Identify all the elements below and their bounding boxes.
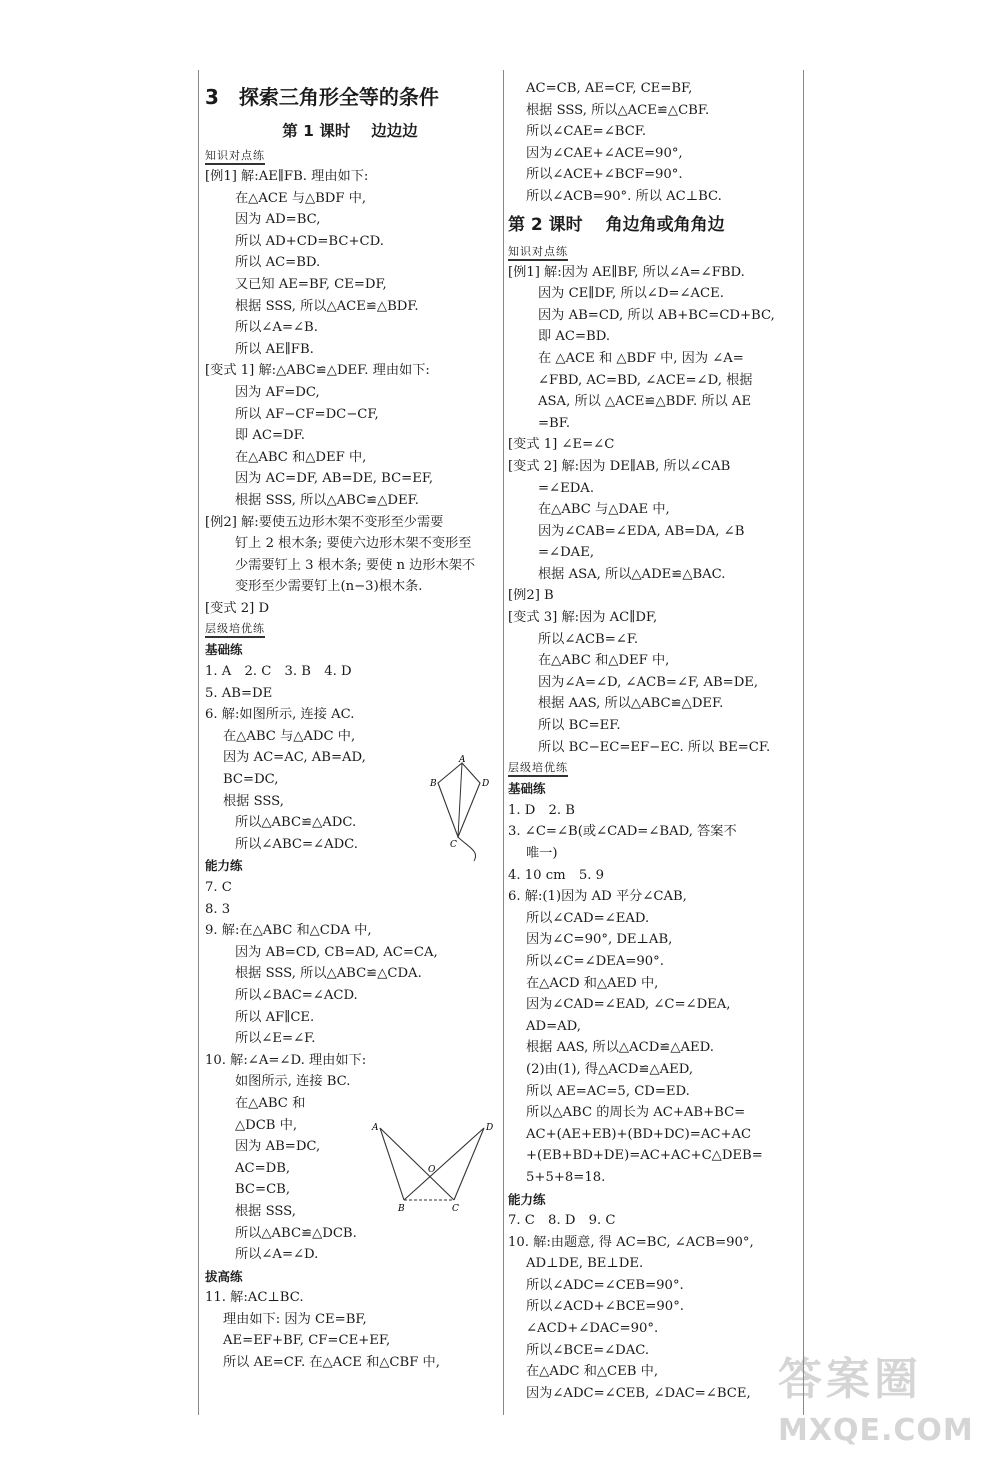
answer-line: 所以∠BAC=∠ACD.	[235, 987, 358, 1003]
answer-line: 在△ABC 和△DEF 中,	[538, 653, 670, 669]
ability-practice-heading: 能力练	[205, 858, 243, 874]
answer-line: 所以∠CAD=∠EAD.	[526, 910, 650, 926]
answer-line: 所以 AE∥FB.	[235, 341, 314, 357]
level-practice-label: 层级培优练	[205, 622, 265, 638]
answer-line: 1. D 2. B	[508, 802, 575, 818]
bowtie-figure	[368, 1118, 496, 1214]
basic-practice-heading: 基础练	[205, 642, 243, 658]
answer-line: 9. 解:在△ABC 和△CDA 中,	[205, 923, 372, 939]
answer-line: 因为 AC=DF, AB=DE, BC=EF,	[235, 471, 434, 487]
answer-line: △DCB 中,	[235, 1117, 298, 1133]
answer-line: 根据 SSS, 所以△ACE≌△CBF.	[526, 102, 710, 118]
answer-line: 根据 AAS, 所以△ACD≌△AED.	[526, 1040, 714, 1056]
answer-line: 所以 AC=BD.	[235, 255, 321, 271]
answer-line: 在△ACD 和△AED 中,	[526, 975, 659, 991]
answer-line: 3. ∠C=∠B(或∠CAD=∠BAD, 答案不	[508, 824, 737, 840]
bowtie-label-b: B	[398, 1204, 405, 1214]
answer-line: ASA, 所以 △ACE≌△BDF. 所以 AE	[538, 394, 752, 410]
answer-line: AD⊥DE, BE⊥DE.	[526, 1256, 644, 1272]
answer-line: (2)由(1), 得△ACD≌△AED,	[526, 1061, 694, 1077]
answer-line: 根据 SSS,	[223, 793, 284, 809]
answer-line: BC=CB,	[235, 1182, 291, 1198]
answer-line: 根据 SSS, 所以△ABC≌△CDA.	[235, 966, 422, 982]
answer-line: 1. A 2. C 3. B 4. D	[205, 664, 352, 680]
answer-line: 5+5+8=18.	[526, 1169, 606, 1185]
answer-line: 4. 10 cm 5. 9	[508, 867, 604, 883]
answer-line: [变式 2] D	[205, 600, 270, 616]
right-column-rule	[803, 70, 804, 1415]
answer-line: 所以 AF∥CE.	[235, 1009, 315, 1025]
answer-line: 所以∠CAE=∠BCF.	[526, 124, 647, 140]
answer-line: 所以∠ACE+∠BCF=90°.	[526, 167, 683, 183]
answer-line: 在△ABC 与△ADC 中,	[223, 728, 356, 744]
answer-line: 所以 BC=EF.	[538, 718, 621, 734]
kite-label-c: C	[450, 840, 457, 850]
answer-line: [变式 2] 解:因为 DE∥AB, 所以∠CAB	[508, 458, 731, 474]
advanced-practice-heading: 拔高练	[205, 1268, 243, 1284]
answer-line: 所以∠ACB=90°. 所以 AC⊥BC.	[526, 188, 722, 204]
answer-line: 在△ACE 与△BDF 中,	[235, 190, 367, 206]
answer-line: 因为∠ADC=∠CEB, ∠DAC=∠BCE,	[526, 1385, 751, 1401]
answer-line: 根据 SSS, 所以△ACE≌△BDF.	[235, 298, 419, 314]
watermark-url: MXQE.COM	[778, 1413, 974, 1448]
answer-line: [变式 1] ∠E=∠C	[508, 437, 615, 453]
answer-line: [变式 3] 解:因为 AC∥DF,	[508, 610, 658, 626]
answer-line: ∠ACD+∠DAC=90°.	[526, 1321, 659, 1337]
answer-line: [例1] 解:AE∥FB. 理由如下:	[205, 169, 369, 184]
basic-practice-heading-2: 基础练	[508, 781, 546, 797]
answer-line: 在△ADC 和△CEB 中,	[526, 1364, 659, 1380]
answer-line: +(EB+BD+DE)=AC+AC+C△DEB=	[526, 1148, 763, 1164]
answer-line: =∠DAE,	[538, 545, 595, 561]
answer-line: 因为 AF=DC,	[235, 384, 320, 400]
answer-line: 又已知 AE=BF, CE=DF,	[235, 276, 387, 292]
answer-line: =∠EDA.	[538, 480, 595, 496]
level-practice-heading	[205, 619, 495, 639]
answer-line: 即 AC=BD.	[538, 329, 611, 345]
kite-label-a: A	[459, 755, 466, 765]
answer-line: 5. AB=DE	[205, 685, 273, 701]
answer-line: 所以△ABC≌△DCB.	[235, 1225, 357, 1241]
answer-line: 10. 解:由题意, 得 AC=BC, ∠ACB=90°,	[508, 1234, 754, 1250]
knowledge-practice-heading	[205, 146, 495, 166]
answer-line: 根据 SSS,	[235, 1203, 296, 1219]
lesson-2-title: 第 2 课时 角边角或角角边	[508, 214, 725, 235]
right-column	[508, 78, 798, 1404]
answer-line: 7. C	[205, 880, 232, 895]
answer-line: 所以△ABC≌△ADC.	[235, 815, 357, 831]
answer-line: 少需要钉上 3 根木条; 要使 n 边形木架不	[235, 557, 476, 573]
answer-line: 所以∠ACD+∠BCE=90°.	[526, 1299, 684, 1315]
answer-line: 所以∠ABC=∠ADC.	[235, 836, 358, 852]
answer-line: 在△ABC 与△DAE 中,	[538, 502, 670, 518]
bowtie-label-a: A	[372, 1123, 379, 1133]
answer-line: [例2] 解:要使五边形木架不变形至少需要	[205, 514, 444, 530]
answer-line: 11. 解:AC⊥BC.	[205, 1290, 304, 1306]
answer-line: BC=DC,	[223, 772, 279, 788]
answer-line: 因为 AB=CD, 所以 AB+BC=CD+BC,	[538, 307, 775, 323]
answer-line: AD=AD,	[526, 1018, 581, 1034]
answer-line: 所以∠BCE=∠DAC.	[526, 1342, 650, 1358]
kite-label-b: B	[430, 779, 437, 789]
answer-line: AE=EF+BF, CF=CE+EF,	[223, 1333, 391, 1349]
answer-line: 所以∠A=∠D.	[235, 1247, 319, 1263]
answer-line: 因为∠C=90°, DE⊥AB,	[526, 932, 673, 948]
kite-label-d: D	[482, 779, 490, 789]
answer-line: 6. 解:如图所示, 连接 AC.	[205, 707, 355, 723]
answer-line: 唯一)	[526, 846, 558, 861]
answer-line: 变形至少需要钉上(n−3)根木条.	[235, 579, 423, 595]
knowledge-practice-label-2: 知识对点练	[508, 245, 568, 261]
answer-line: [例2] B	[508, 588, 554, 604]
answer-line: 如图所示, 连接 BC.	[235, 1074, 351, 1090]
lesson-1-title: 第 1 课时 边边边	[282, 122, 418, 140]
answer-line: 因为∠CAD=∠EAD, ∠C=∠DEA,	[526, 997, 731, 1013]
left-column-rule	[198, 70, 199, 1415]
answer-line: [例1] 解:因为 AE∥BF, 所以∠A=∠FBD.	[508, 264, 745, 280]
answer-line: [变式 1] 解:△ABC≌△DEF. 理由如下:	[205, 363, 430, 379]
answer-line: 10. 解:∠A=∠D. 理由如下:	[205, 1052, 367, 1068]
answer-line: 即 AC=DF.	[235, 428, 305, 444]
ability-practice-heading-2: 能力练	[508, 1191, 546, 1207]
answer-line: 所以∠ADC=∠CEB=90°.	[526, 1277, 684, 1293]
answer-line: 因为 AB=CD, CB=AD, AC=CA,	[235, 944, 438, 960]
answer-line: 7. C 8. D 9. C	[508, 1213, 616, 1229]
knowledge-practice-heading-2	[508, 242, 798, 262]
answer-line: 根据 ASA, 所以△ADE≌△BAC.	[538, 566, 726, 582]
answer-line: 因为∠CAE+∠ACE=90°,	[526, 145, 683, 161]
answer-line: 在△ABC 和△DEF 中,	[235, 449, 367, 465]
answer-line: ∠FBD, AC=BD, ∠ACE=∠D, 根据	[538, 372, 753, 388]
answer-line: 因为∠CAB=∠EDA, AB=DA, ∠B	[538, 523, 745, 539]
answer-line: 根据 AAS, 所以△ABC≌△DEF.	[538, 696, 724, 712]
section-title: 3 探索三角形全等的条件	[205, 85, 439, 109]
answer-line: 所以△ABC 的周长为 AC+AB+BC=	[526, 1105, 746, 1121]
answer-line: 因为 AD=BC,	[235, 212, 321, 228]
answer-line: =BF.	[538, 415, 571, 431]
site-watermark	[778, 1343, 988, 1463]
answer-line: 所以 AE=CF. 在△ACE 和△CBF 中,	[223, 1355, 440, 1371]
answer-line: 在 △ACE 和 △BDF 中, 因为 ∠A=	[538, 350, 744, 366]
bowtie-label-d: D	[486, 1123, 494, 1133]
kite-figure	[428, 755, 498, 865]
answer-line: 所以 AE=AC=5, CD=ED.	[526, 1083, 690, 1099]
answer-line: 根据 SSS, 所以△ABC≌△DEF.	[235, 492, 419, 508]
answer-line: 在△ABC 和	[235, 1095, 306, 1111]
answer-line: 所以∠C=∠DEA=90°.	[526, 953, 664, 969]
answer-line: AC+(AE+EB)+(BD+DC)=AC+AC	[526, 1126, 752, 1142]
bowtie-label-c: C	[452, 1204, 459, 1214]
answer-line: 理由如下: 因为 CE=BF,	[223, 1311, 367, 1327]
level-practice-heading-2	[508, 758, 798, 778]
answer-line: 所以 AF−CF=DC−CF,	[235, 406, 379, 422]
answer-line: 所以 AD+CD=BC+CD.	[235, 233, 384, 249]
answer-line: AC=CB, AE=CF, CE=BF,	[526, 81, 693, 96]
answer-line: 钉上 2 根木条; 要使六边形木架不变形至	[235, 536, 472, 552]
middle-column-rule	[503, 70, 504, 1415]
knowledge-practice-label: 知识对点练	[205, 149, 265, 165]
answer-line: 因为∠A=∠D, ∠ACB=∠F, AB=DE,	[538, 674, 759, 690]
watermark-logo-text: 答案圈	[778, 1354, 922, 1405]
answer-line: 6. 解:(1)因为 AD 平分∠CAB,	[508, 889, 687, 905]
answer-line: 所以 BC−EC=EF−EC. 所以 BE=CF.	[538, 739, 771, 755]
answer-line: 因为 AC=AC, AB=AD,	[223, 750, 366, 766]
answer-line: 所以∠ACB=∠F.	[538, 631, 639, 647]
answer-line: 因为 AB=DC,	[235, 1139, 321, 1155]
answer-line: AC=DB,	[235, 1160, 291, 1176]
answer-line: 8. 3	[205, 901, 231, 917]
level-practice-label-2: 层级培优练	[508, 761, 568, 777]
answer-line: 所以∠E=∠F.	[235, 1031, 316, 1047]
answer-line: 所以∠A=∠B.	[235, 320, 318, 336]
answer-line: 因为 CE∥DF, 所以∠D=∠ACE.	[538, 286, 724, 302]
bowtie-label-o: O	[428, 1165, 436, 1175]
